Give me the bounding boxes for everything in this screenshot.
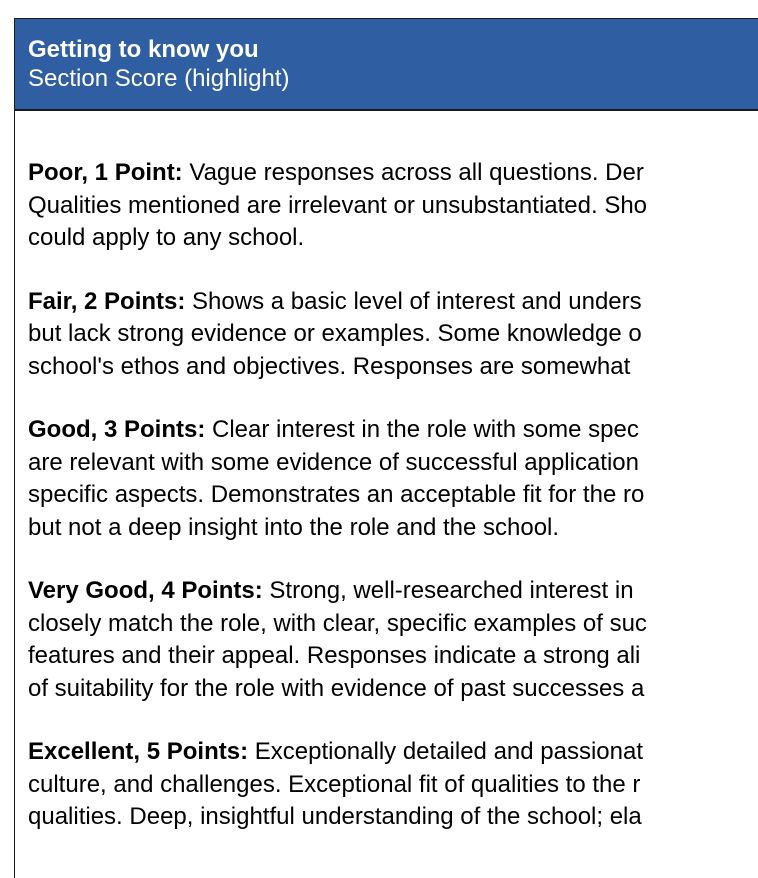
criterion-excellent [28,736,758,834]
criterion-text: Exceptionally detailed and passionat [248,738,644,765]
criterion-text: Qualities mentioned are irrelevant or unsubstantiated. Sho [28,191,648,219]
criterion-line [28,736,758,769]
criterion-text: features and their appeal. Responses indicate a strong ali [28,642,641,669]
criterion-label: Poor, 1 Point: [28,159,183,186]
criterion-text: of suitability for the role with evidence of past successes a [28,674,645,702]
criterion-text: Strong, well-researched interest in [262,577,634,604]
criterion-text: but not a deep insight into the role and the school. [28,513,560,541]
criterion-text: Shows a basic level of interest and unders [185,287,642,315]
criterion-line [28,157,758,190]
criterion-line [28,414,758,447]
criterion-text: culture, and challenges. Exceptional fit of qualities to the r [28,770,641,798]
criterion-text: closely match the role, with clear, specific examples of suc [28,609,647,637]
criterion-poor [28,157,758,255]
criterion-text: specific aspects. Demonstrates an acceptable fit for the ro [28,481,645,508]
rubric-content [15,111,758,834]
criterion-label: Good, 3 Points: [28,416,206,443]
criterion-text: qualities. Deep, insightful understanding of the school; ela [28,803,642,830]
scoring-rubric-panel [14,18,758,878]
criterion-line [28,286,758,319]
criterion-text: Vague responses across all questions. Der [182,159,644,186]
criterion-label: Fair, 2 Points: [28,287,186,315]
criterion-text: school's ethos and objectives. Responses are somewhat [28,352,631,380]
criterion-fair [28,286,758,384]
criterion-line [28,575,758,608]
criterion-good [28,414,758,544]
section-header [15,19,758,111]
section-title: Getting to know you [28,36,259,63]
criterion-text: are relevant with some evidence of successful application [28,448,639,476]
criterion-text: but lack strong evidence or examples. Some knowledge o [28,320,642,347]
criterion-text: could apply to any school. [28,224,305,251]
criterion-label: Excellent, 5 Points: [28,738,249,765]
criterion-label: Very Good, 4 Points: [28,577,263,604]
criterion-text: Clear interest in the role with some spec [205,416,639,443]
section-subtitle: Section Score (highlight) [28,65,290,92]
criterion-very-good [28,575,758,705]
